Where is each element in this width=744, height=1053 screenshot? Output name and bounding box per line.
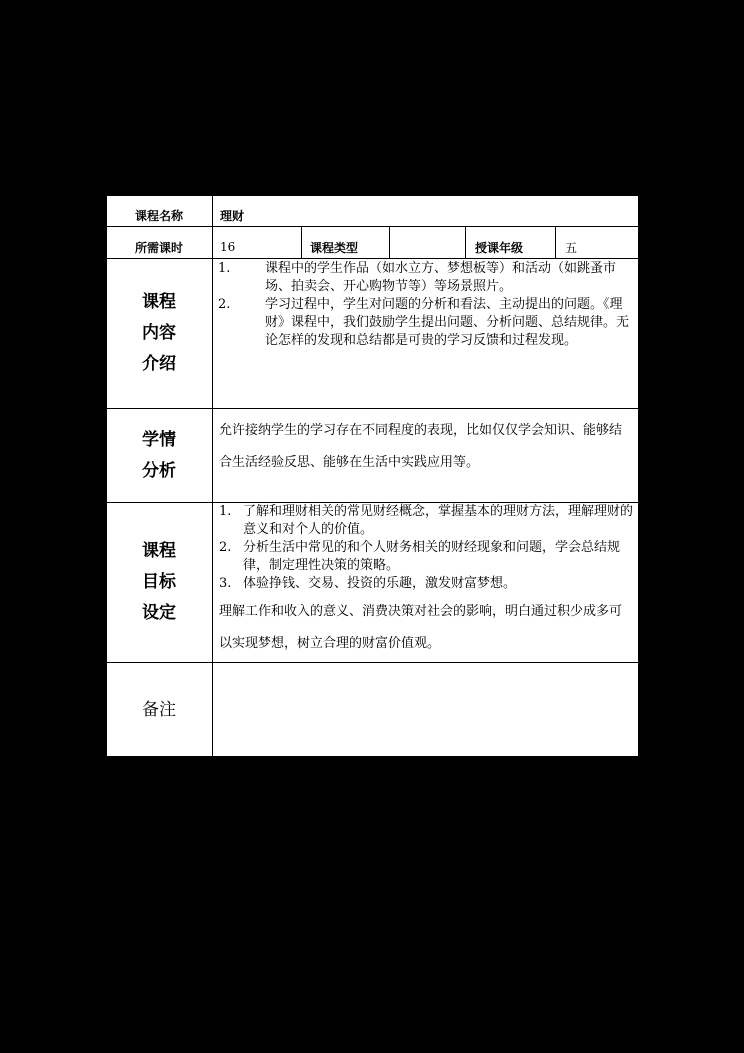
goals-content xyxy=(219,503,633,660)
goals-label xyxy=(106,503,212,662)
intro-item-text: 学习过程中，学生对问题的分析和看法、主动提出的问题。《理财》课程中，我们鼓励学生提出问题、分析问题、总结规律。无论怎样的发现和总结都是可贵的学习反馈和过程发现。 xyxy=(265,297,630,348)
grade-value: 五 xyxy=(565,240,578,255)
intro-item xyxy=(218,296,632,350)
course-info-sheet xyxy=(106,195,639,757)
hours-label: 所需课时 xyxy=(134,240,183,255)
analysis-text: 允许接纳学生的学习存在不同程度的表现，比如仅仅学会知识、能够结合生活经验反思、能够在生活中实践应用等。 xyxy=(219,423,623,470)
goal-item-text: 体验挣钱、交易、投资的乐趣，激发财富梦想。 xyxy=(243,576,517,591)
course-type-label: 课程类型 xyxy=(310,240,359,255)
goal-item-number: 1. xyxy=(219,504,232,519)
goal-item xyxy=(219,575,633,593)
goals-label-line: 课程 xyxy=(142,541,176,561)
analysis-label-line: 学情 xyxy=(142,429,176,450)
course-name-value: 理财 xyxy=(220,209,245,223)
notes-label: 备注 xyxy=(142,699,176,720)
goal-item xyxy=(219,539,633,575)
intro-label xyxy=(106,259,212,408)
intro-item xyxy=(218,260,632,296)
goal-item-text: 分析生活中常见的和个人财务相关的财经现象和问题，学会总结规律，制定理性决策的策略。 xyxy=(243,540,621,573)
analysis-label xyxy=(106,409,212,502)
intro-content xyxy=(218,260,632,350)
hours-value: 16 xyxy=(220,240,236,254)
intro-label-line: 介绍 xyxy=(142,354,176,374)
analysis-label-line: 分析 xyxy=(142,460,176,481)
intro-item-number: 1. xyxy=(218,261,231,276)
column-divider xyxy=(212,195,213,757)
grade-label: 授课年级 xyxy=(475,240,524,255)
goal-item-number: 2. xyxy=(219,540,232,555)
goal-item-text: 了解和理财相关的常见财经概念，掌握基本的理财方法，理解理财的意义和对个人的价值。 xyxy=(243,504,634,537)
course-name-label: 课程名称 xyxy=(134,209,183,223)
intro-label-line: 内容 xyxy=(142,323,176,343)
goals-extra-text: 理解工作和收入的意义、消费决策对社会的影响，明白通过积少成多可以实现梦想，树立合理的财富价值观。 xyxy=(219,604,623,651)
course-type-value xyxy=(390,231,465,263)
goal-item-number: 3. xyxy=(219,576,232,591)
goals-label-line: 目标 xyxy=(142,572,176,592)
intro-item-number: 2. xyxy=(218,297,231,312)
goal-item xyxy=(219,503,633,539)
goals-label-line: 设定 xyxy=(142,603,176,623)
intro-item-text: 课程中的学生作品（如水立方、梦想板等）和活动（如跳蚤市场、拍卖会、开心购物节等）等场景照片。 xyxy=(265,261,617,294)
intro-label-line: 课程 xyxy=(142,292,176,312)
